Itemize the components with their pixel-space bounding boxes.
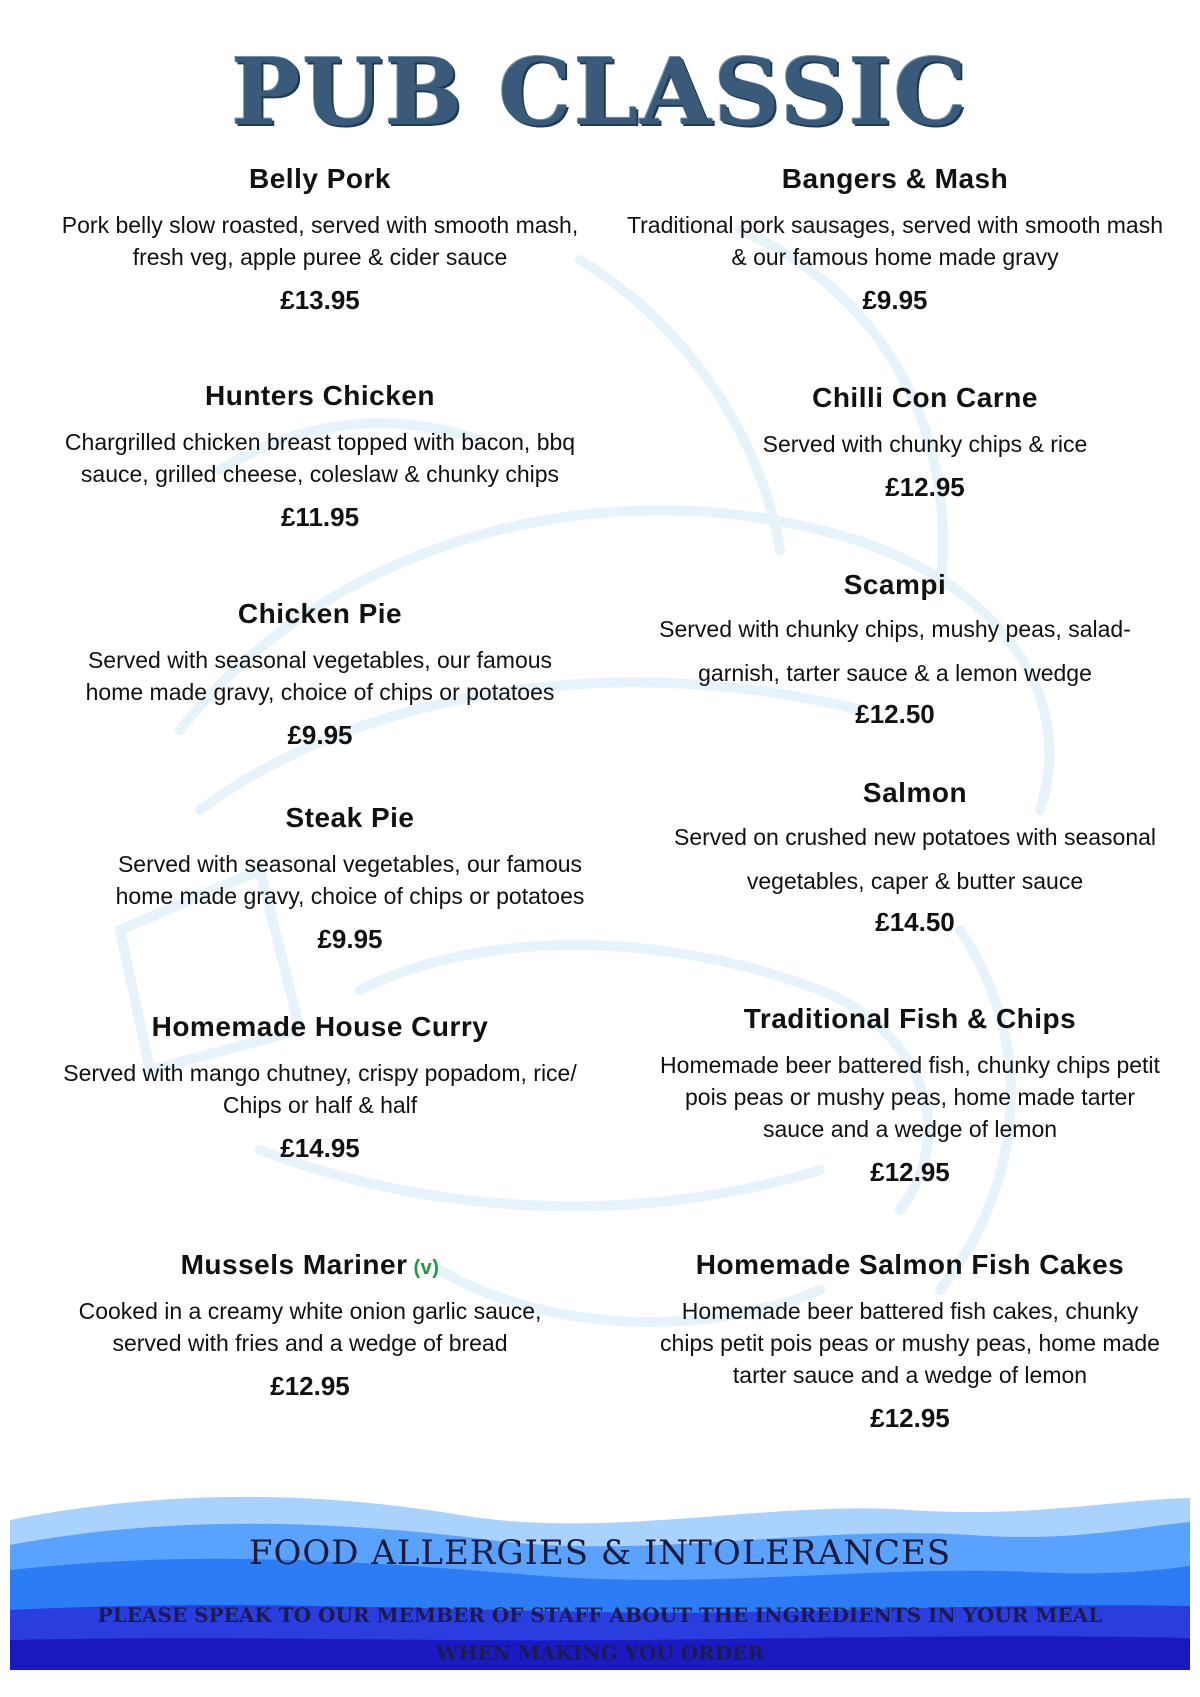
item-price: £14.50: [875, 907, 955, 937]
item-name: Hunters Chicken: [205, 380, 435, 411]
item-name: Salmon: [862, 777, 968, 808]
menu-item-chicken-pie: [40, 598, 600, 751]
menu-item-mussels-mariner: [30, 1249, 590, 1402]
item-price: £13.95: [280, 285, 360, 315]
item-price: £11.95: [280, 502, 360, 532]
menu-item-fish-chips: [650, 1003, 1170, 1188]
item-price: £12.50: [855, 699, 935, 729]
item-price: £9.95: [317, 924, 383, 954]
menu-item-house-curry: [40, 1011, 600, 1164]
menu-item-salmon: [640, 777, 1190, 938]
vegetarian-badge: (v): [413, 1257, 440, 1279]
item-name: Scampi: [843, 569, 947, 600]
item-description: Homemade beer battered fish, chunky chips petit pois peas or mushy peas, home made tarter sauce and a wedge of lemon: [660, 1052, 1160, 1142]
item-description: Traditional pork sausages, served with smooth mash & our famous home made gravy: [626, 212, 1164, 270]
menu-item-belly-pork: [40, 163, 600, 316]
item-price: £14.95: [280, 1133, 360, 1163]
item-name: Chicken Pie: [237, 598, 403, 629]
item-description: Served with chunky chips, mushy peas, salad- garnish, tarter sauce & a lemon wedge: [659, 616, 1131, 686]
menu-item-bangers-mash: [620, 163, 1170, 316]
menu-item-scampi: [620, 569, 1170, 730]
item-description: Served with mango chutney, crispy popadom, rice/ Chips or half & half: [63, 1060, 577, 1118]
item-price: £9.95: [862, 285, 928, 315]
menu-item-steak-pie: [70, 802, 630, 955]
item-price: £12.95: [870, 1157, 950, 1187]
item-description: Homemade beer battered fish cakes, chunky chips petit pois peas or mushy peas, home made tarter sauce and a wedge of lemon: [660, 1298, 1160, 1388]
item-description: Cooked in a creamy white onion garlic sauce, served with fries and a wedge of bread: [78, 1298, 542, 1356]
item-description: Served with seasonal vegetables, our famous home made gravy, choice of chips or potatoes: [85, 647, 555, 705]
item-name: Chilli Con Carne: [812, 382, 1038, 413]
menu-item-hunters-chicken: [40, 380, 600, 533]
menu-item-chilli-con-carne: [650, 382, 1200, 503]
item-name: Steak Pie: [285, 802, 415, 833]
item-price: £12.95: [885, 472, 965, 502]
item-name: Bangers & Mash: [781, 163, 1009, 194]
item-description: Pork belly slow roasted, served with smooth mash, fresh veg, apple puree & cider sauce: [61, 212, 579, 270]
item-name: Homemade Salmon Fish Cakes: [695, 1249, 1125, 1280]
item-price: £12.95: [270, 1371, 350, 1401]
allergy-heading: FOOD ALLERGIES & INTOLERANCES: [248, 1533, 952, 1573]
item-name-text: Mussels Mariner: [180, 1249, 408, 1280]
item-name: [30, 1249, 590, 1281]
item-price: £9.95: [287, 720, 353, 750]
item-name: Belly Pork: [249, 163, 391, 194]
menu-item-salmon-fish-cakes: [650, 1249, 1170, 1434]
page-title: PUB CLASSIC: [231, 38, 969, 146]
item-description: Served with chunky chips & rice: [762, 431, 1088, 457]
item-description: Served on crushed new potatoes with seasonal vegetables, caper & butter sauce: [673, 824, 1157, 894]
item-name: Traditional Fish & Chips: [743, 1003, 1077, 1034]
item-price: £12.95: [870, 1403, 950, 1433]
item-description: Served with seasonal vegetables, our famous home made gravy, choice of chips or potatoes: [115, 851, 585, 909]
item-name: Homemade House Curry: [151, 1011, 489, 1042]
allergy-note: PLEASE SPEAK TO OUR MEMBER OF STAFF ABOUT THE INGREDIENTS IN YOUR MEAL WHEN MAKING YOU ORDER: [97, 1603, 1103, 1665]
item-description: Chargrilled chicken breast topped with bacon, bbq sauce, grilled cheese, coleslaw & chunky chips: [64, 429, 576, 487]
